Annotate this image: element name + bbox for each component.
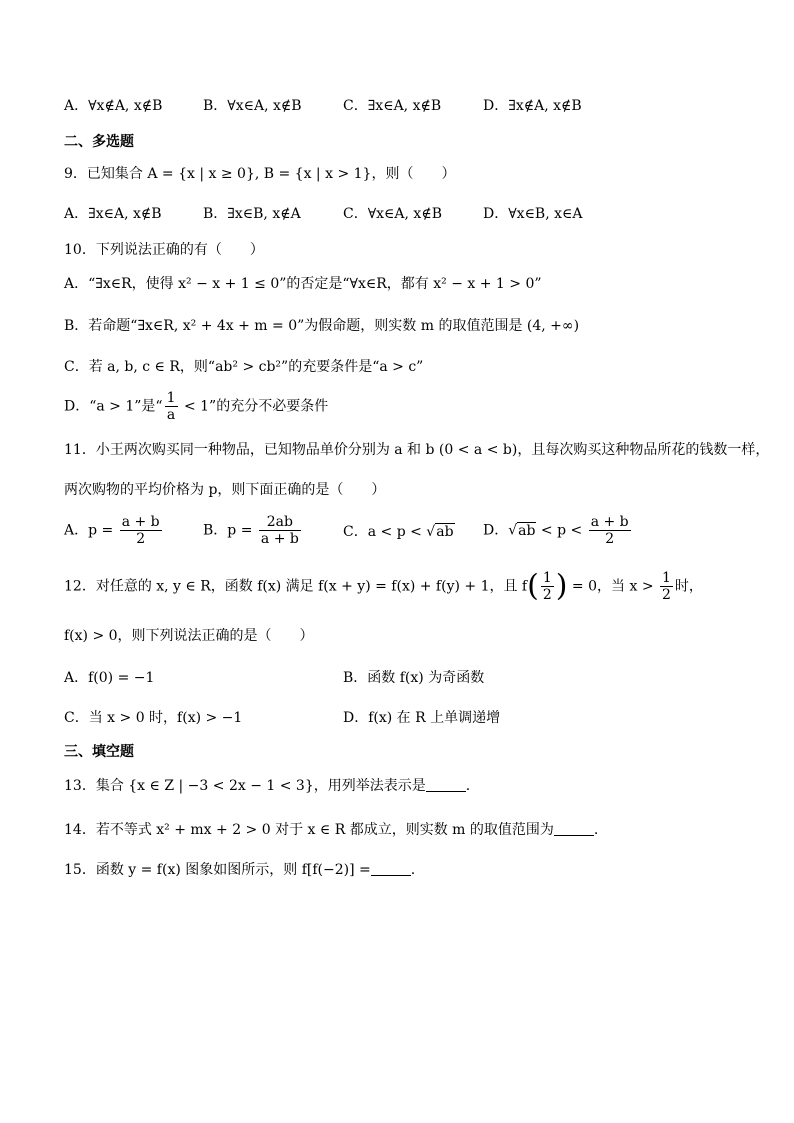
- q11-stem-line1: 11．小王两次购买同一种物品，已知物品单价分别为 a 和 b (0 < a < b)，且每次购买这种物品所花的钱数一样，: [64, 442, 770, 458]
- q13: 13．集合 {x ∈ Z | −3 < 2x − 1 < 3}，用列举法表示是 .: [64, 778, 471, 794]
- q12-stem-line2: f(x) > 0，则下列说法正确的是（ ）: [64, 628, 314, 644]
- answer-blank[interactable]: [426, 777, 466, 792]
- section-title-fill-in: 三、填空题: [64, 744, 134, 760]
- q8-option-b: B．∀x∈A, x∉B: [203, 98, 302, 114]
- q9-stem: 9．已知集合 A = {x | x ≥ 0}, B = {x | x > 1}，则（ ）: [64, 166, 456, 182]
- q8-option-d: D．∃x∉A, x∉B: [483, 98, 582, 114]
- q12-option-a: A．f(0) = −1: [64, 670, 155, 686]
- answer-blank[interactable]: [371, 861, 411, 876]
- q15: 15．函数 y = f(x) 图象如图所示，则 f[f(−2)] = .: [64, 862, 416, 878]
- q8-option-a: A．∀x∉A, x∉B: [64, 98, 163, 114]
- q11-option-c: C．a < p < √ab: [343, 524, 454, 540]
- q8-option-c: C．∃x∈A, x∉B: [343, 98, 442, 114]
- q11-stem-line2: 两次购物的平均价格为 p，则下面正确的是（ ）: [64, 482, 386, 498]
- q12-option-b: B．函数 f(x) 为奇函数: [343, 670, 485, 686]
- q14: 14．若不等式 x² + mx + 2 > 0 对于 x ∈ R 都成立，则实数 m 的取值范围为 .: [64, 822, 599, 838]
- q10-option-d: D．“a > 1”是“ $\frac{1}{a}$ < 1”的充分不必要条件: [64, 390, 329, 423]
- q9-option-a: A．∃x∈A, x∉B: [64, 206, 162, 222]
- section-title-multiple-choice: 二、多选题: [64, 134, 134, 150]
- q11-option-b: B．p = $\frac{2ab}{a + b}$: [203, 514, 299, 547]
- q10-option-c: C．若 a, b, c ∈ R，则“ab² > cb²”的充要条件是“a > c”: [64, 359, 424, 375]
- q9-option-d: D．∀x∈B, x∈A: [483, 206, 583, 222]
- q11-option-a: A．p = $\frac{a + b}{2}$: [64, 514, 160, 547]
- q12-option-c: C．当 x > 0 时，f(x) > −1: [64, 710, 243, 726]
- q12-stem-line1: 12．对任意的 x, y ∈ R，函数 f(x) 满足 f(x + y) = f(x) + f(y) + 1，且 f( $\frac{1}{2}$ ) = 0，当 x > $\frac{1}{2}$ 时，: [64, 568, 703, 604]
- q10-option-a: A．“∃x∈R，使得 x² − x + 1 ≤ 0”的否定是“∀x∈R，都有 x² − x + 1 > 0”: [64, 276, 542, 292]
- fraction-1-over-a: $\frac{1}{a}$: [166, 390, 176, 423]
- q10-option-b: B．若命题“∃x∈R, x² + 4x + m = 0”为假命题，则实数 m 的取值范围是 (4, +∞): [64, 318, 580, 334]
- q11-option-d: D．√ab < p < $\frac{a + b}{2}$: [483, 514, 629, 547]
- q9-option-c: C．∀x∈A, x∉B: [343, 206, 442, 222]
- q12-option-d: D．f(x) 在 R 上单调递增: [343, 710, 501, 726]
- q9-option-b: B．∃x∈B, x∉A: [203, 206, 301, 222]
- q10-stem: 10．下列说法正确的有（ ）: [64, 242, 264, 258]
- answer-blank[interactable]: [554, 821, 594, 836]
